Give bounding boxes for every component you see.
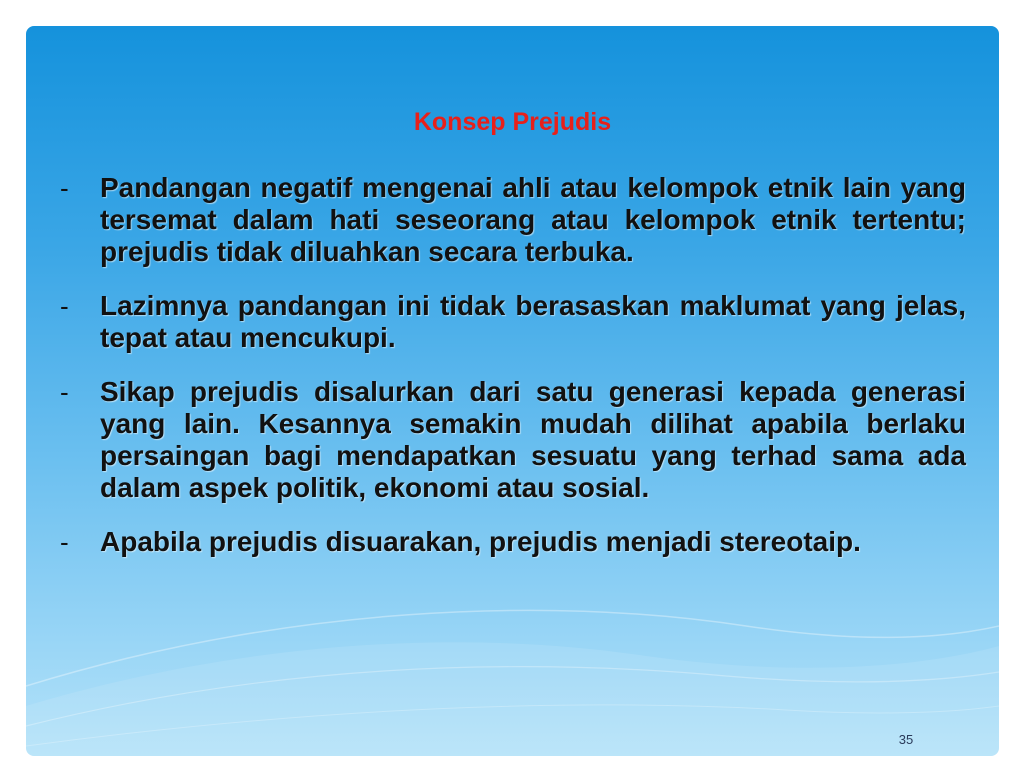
- bullet-text: Sikap prejudis disalurkan dari satu generasi kepada generasi yang lain. Kesannya semakin mudah dilihat apabila berlaku persaingan bagi mendapatkan sesuatu yang terhad sama ada dalam aspek politik, ekonomi atau sosial.: [100, 376, 966, 503]
- list-item: [56, 290, 966, 354]
- bullet-marker: -: [60, 527, 69, 557]
- bullet-marker: -: [60, 377, 69, 407]
- bullet-marker: -: [60, 291, 69, 321]
- list-item: [56, 526, 966, 558]
- bullet-text: Lazimnya pandangan ini tidak berasaskan maklumat yang jelas, tepat atau mencukupi.: [100, 290, 966, 353]
- bullet-marker: -: [60, 173, 69, 203]
- wave-decoration: [26, 586, 999, 756]
- bullet-text: Pandangan negatif mengenai ahli atau kelompok etnik lain yang tersemat dalam hati seseorang atau kelompok etnik tertentu; prejudis tidak diluahkan secara terbuka.: [100, 172, 966, 267]
- slide: [26, 26, 999, 756]
- bullet-text: Apabila prejudis disuarakan, prejudis menjadi stereotaip.: [100, 526, 861, 557]
- page-number: 35: [898, 732, 914, 747]
- bullet-list: [56, 172, 966, 580]
- list-item: [56, 172, 966, 268]
- list-item: [56, 376, 966, 504]
- slide-title: Konsep Prejudis: [413, 108, 612, 136]
